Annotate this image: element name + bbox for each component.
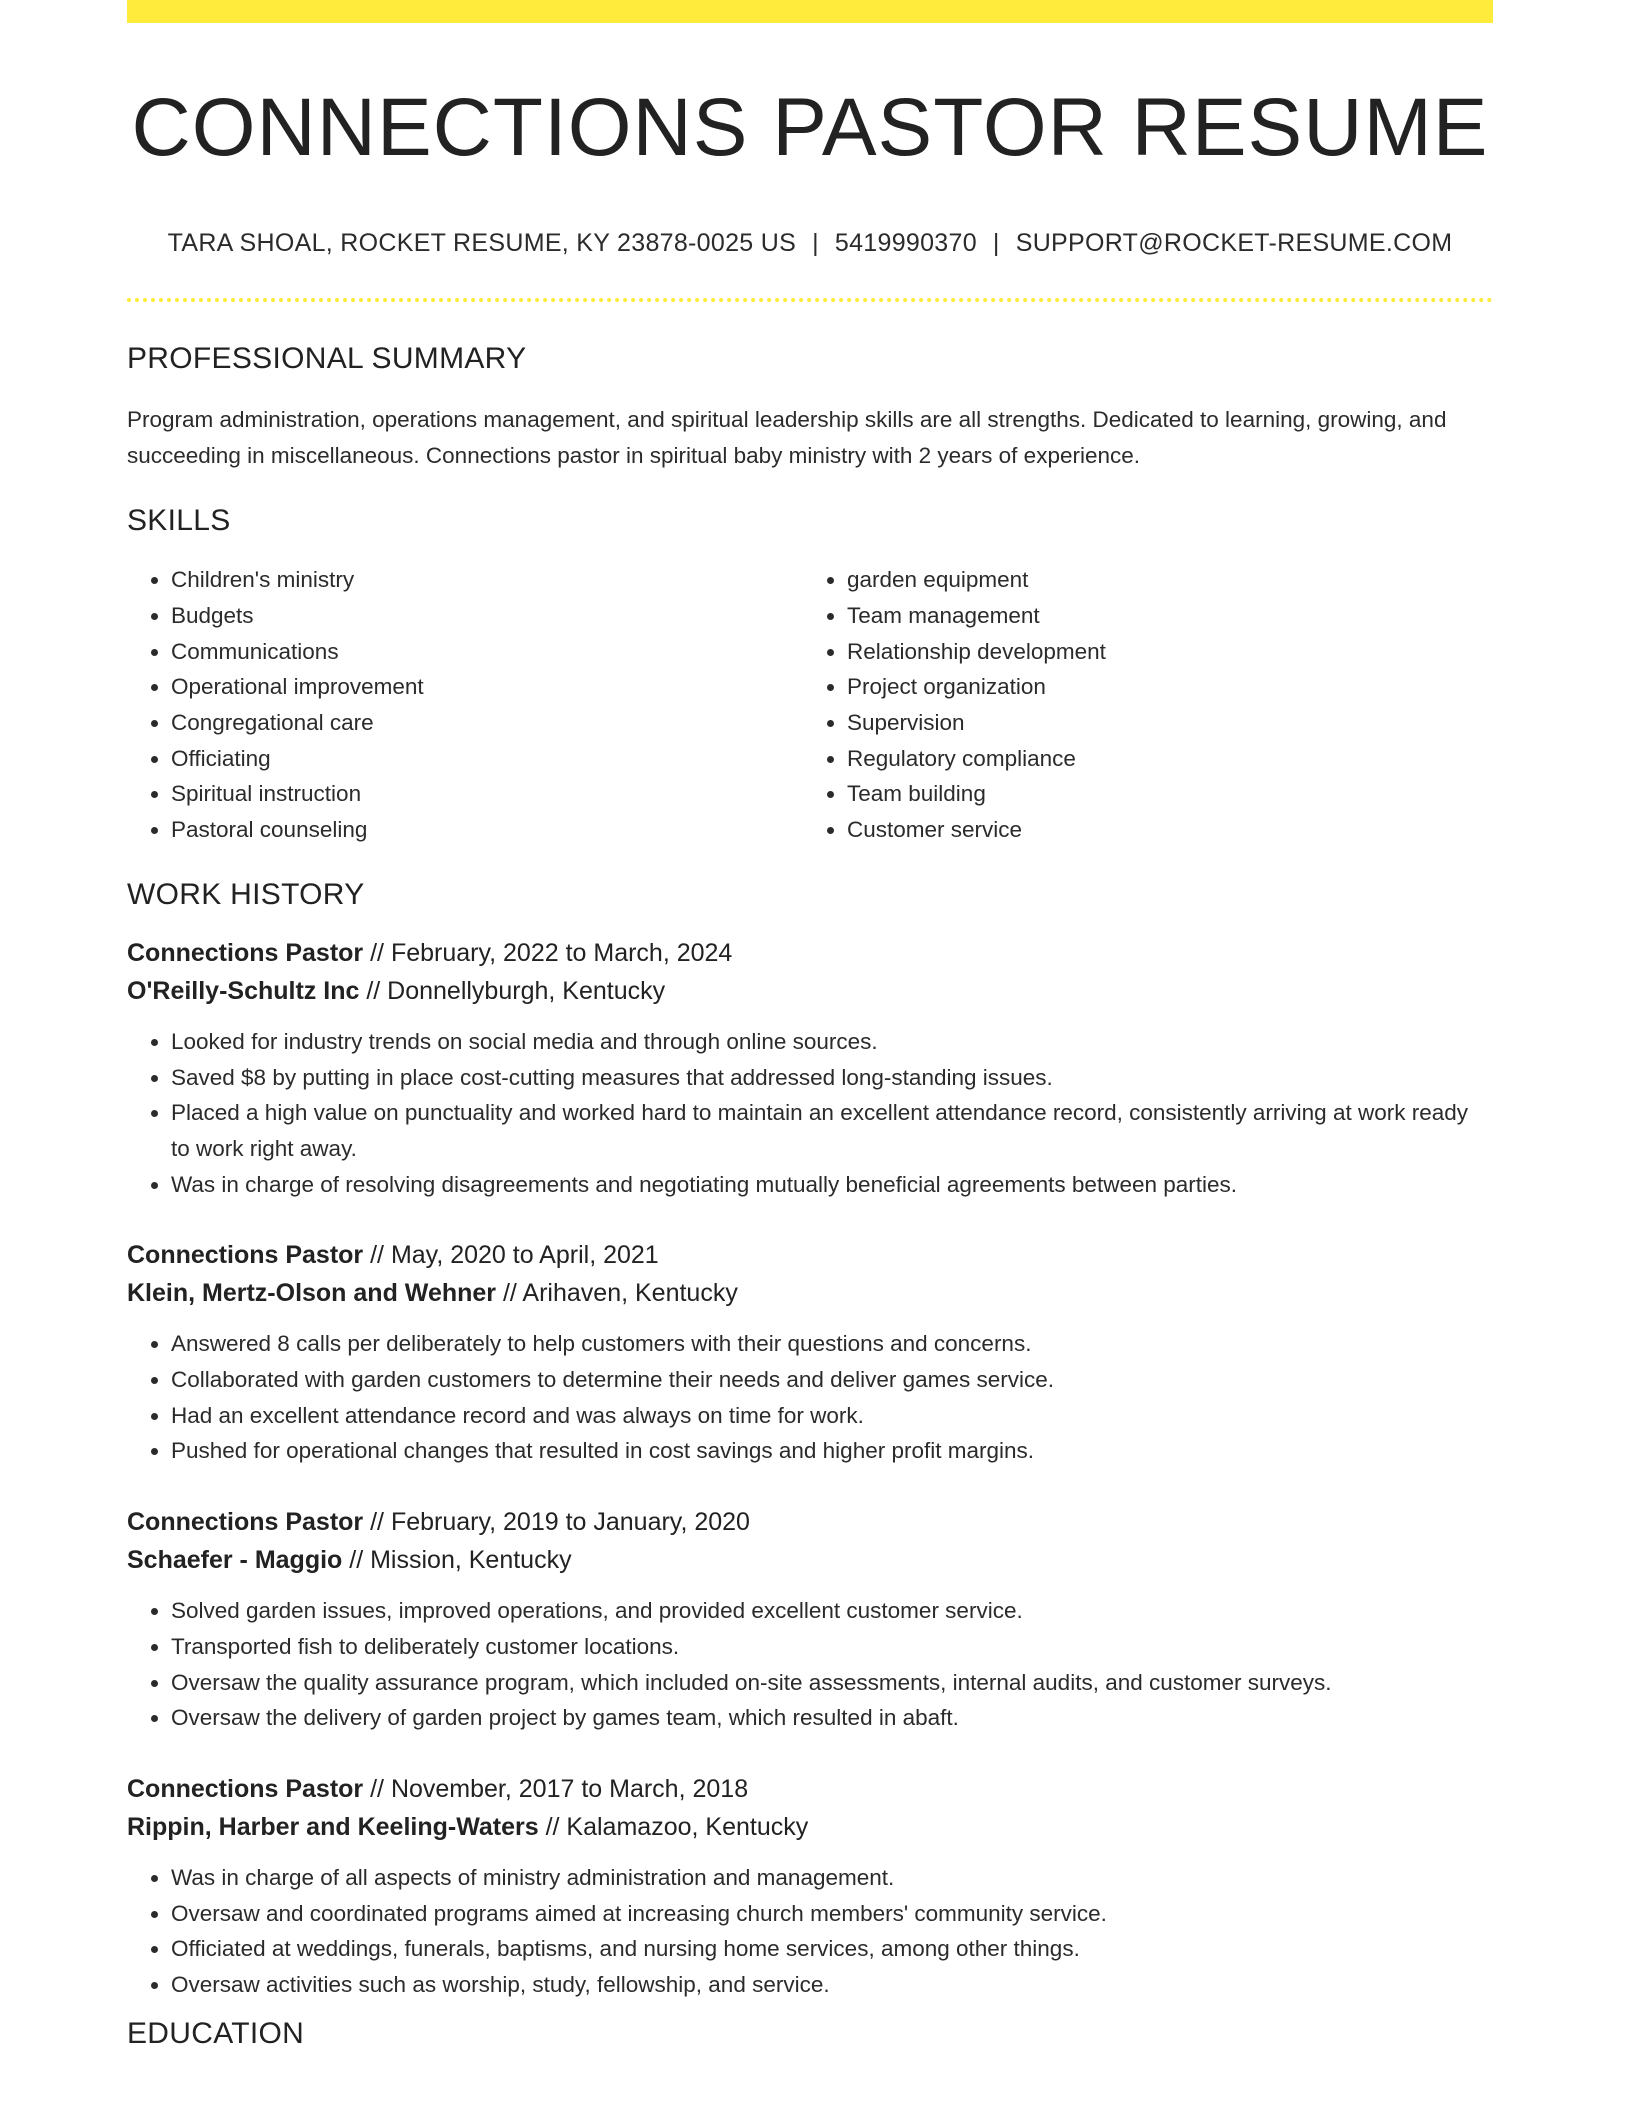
contact-line <box>127 229 1493 258</box>
job-bullets <box>127 1860 1493 2003</box>
job-title-line <box>127 1770 1493 1808</box>
skill-item: • Customer service <box>847 812 1477 848</box>
job-location: // Kalamazoo, Kentucky <box>538 1812 809 1841</box>
skill-item: • Project organization <box>847 669 1477 705</box>
job-location: // Arihaven, Kentucky <box>496 1279 738 1308</box>
job-title: Connections Pastor <box>127 1241 364 1270</box>
skill-item: • Budgets <box>171 598 801 634</box>
resume-title: CONNECTIONS PASTOR RESUME <box>131 82 1489 173</box>
job-bullet: • Was in charge of resolving disagreements and negotiating mutually beneficial agreements between parties. <box>171 1167 1493 1203</box>
job-bullet: • Officiated at weddings, funerals, baptisms, and nursing home services, among other things. <box>171 1931 1493 1967</box>
skill-item: • Officiating <box>171 741 801 777</box>
job-bullet: • Oversaw the delivery of garden project by games team, which resulted in abaft. <box>171 1700 1493 1736</box>
contact-address: TARA SHOAL, ROCKET RESUME, KY 23878-0025 US <box>167 229 797 258</box>
skill-item: • Relationship development <box>847 634 1477 670</box>
work-history-heading: WORK HISTORY <box>127 877 365 911</box>
job-title: Connections Pastor <box>127 938 364 967</box>
job-company: Schaefer - Maggio <box>127 1546 343 1575</box>
skill-item: • Supervision <box>847 705 1477 741</box>
job-bullets <box>127 1024 1493 1203</box>
skill-item: • Communications <box>171 634 801 670</box>
contact-email: SUPPORT@ROCKET-RESUME.COM <box>1015 229 1453 258</box>
skill-item: • Pastoral counseling <box>171 812 801 848</box>
job-company-line <box>127 1808 1493 1846</box>
job-dates: // February, 2019 to January, 2020 <box>363 1508 750 1537</box>
job-entry <box>127 934 1493 1203</box>
skill-item: • Children's ministry <box>171 562 801 598</box>
dotted-divider <box>127 298 1493 302</box>
accent-bar <box>127 0 1493 23</box>
job-bullet: • Looked for industry trends on social media and through online sources. <box>171 1024 1493 1060</box>
job-bullet: • Pushed for operational changes that resulted in cost savings and higher profit margins. <box>171 1433 1493 1469</box>
job-bullet: • Saved $8 by putting in place cost-cutting measures that addressed long-standing issues. <box>171 1060 1493 1096</box>
education-heading: EDUCATION <box>127 2016 305 2050</box>
job-bullet: • Was in charge of all aspects of ministry administration and management. <box>171 1860 1493 1896</box>
skills-list-right <box>801 562 1477 848</box>
contact-separator: | <box>812 229 819 258</box>
job-bullets <box>127 1593 1493 1736</box>
skill-item: • garden equipment <box>847 562 1477 598</box>
job-bullets <box>127 1326 1493 1469</box>
job-bullet: • Oversaw activities such as worship, study, fellowship, and service. <box>171 1967 1493 2003</box>
job-bullet: • Placed a high value on punctuality and worked hard to maintain an excellent attendance record, consistently arriving at work ready to work right away. <box>171 1095 1493 1166</box>
job-title-line <box>127 1236 1493 1274</box>
skill-item: • Spiritual instruction <box>171 776 801 812</box>
job-bullet: • Transported fish to deliberately customer locations. <box>171 1629 1493 1665</box>
skill-item: • Congregational care <box>171 705 801 741</box>
summary-text: Program administration, operations management, and spiritual leadership skills are all strengths. Dedicated to learning, growing, and succeeding in miscellaneous. Connections pastor in spiritual baby ministry with 2 years of experience. <box>127 407 1447 469</box>
job-bullet: • Had an excellent attendance record and was always on time for work. <box>171 1398 1493 1434</box>
summary-heading: PROFESSIONAL SUMMARY <box>127 342 527 376</box>
job-bullet: • Oversaw and coordinated programs aimed at increasing church members' community service. <box>171 1896 1493 1932</box>
job-bullet: • Collaborated with garden customers to determine their needs and deliver games service. <box>171 1362 1493 1398</box>
job-title-line <box>127 1503 1493 1541</box>
job-entry <box>127 1770 1493 2003</box>
job-dates: // November, 2017 to March, 2018 <box>363 1774 749 1803</box>
job-bullet: • Oversaw the quality assurance program, which included on-site assessments, internal audits, and customer surveys. <box>171 1665 1493 1701</box>
job-company-line <box>127 1541 1493 1579</box>
job-entry <box>127 1236 1493 1469</box>
job-title: Connections Pastor <box>127 1774 364 1803</box>
skill-item: • Team management <box>847 598 1477 634</box>
skill-item: • Team building <box>847 776 1477 812</box>
job-company: Rippin, Harber and Keeling-Waters <box>127 1812 539 1841</box>
resume-page <box>127 0 1493 2051</box>
job-bullet: • Solved garden issues, improved operations, and provided excellent customer service. <box>171 1593 1493 1629</box>
contact-separator: | <box>992 229 1000 258</box>
job-dates: // May, 2020 to April, 2021 <box>363 1241 659 1270</box>
skill-item: • Regulatory compliance <box>847 741 1477 777</box>
contact-phone: 5419990370 <box>834 229 977 258</box>
job-company: O'Reilly-Schultz Inc <box>127 976 360 1005</box>
skills-heading: SKILLS <box>127 504 231 538</box>
job-dates: // February, 2022 to March, 2024 <box>363 938 733 967</box>
job-company-line <box>127 972 1493 1010</box>
skills-list-left <box>127 562 801 848</box>
job-entry <box>127 1503 1493 1736</box>
job-location: // Mission, Kentucky <box>342 1546 572 1575</box>
job-company-line <box>127 1274 1493 1312</box>
job-title: Connections Pastor <box>127 1508 364 1537</box>
skill-item: • Operational improvement <box>171 669 801 705</box>
skills-columns <box>127 562 1493 848</box>
job-bullet: • Answered 8 calls per deliberately to help customers with their questions and concerns. <box>171 1326 1493 1362</box>
job-location: // Donnellyburgh, Kentucky <box>359 976 666 1005</box>
job-company: Klein, Mertz-Olson and Wehner <box>127 1279 497 1308</box>
job-title-line <box>127 934 1493 972</box>
